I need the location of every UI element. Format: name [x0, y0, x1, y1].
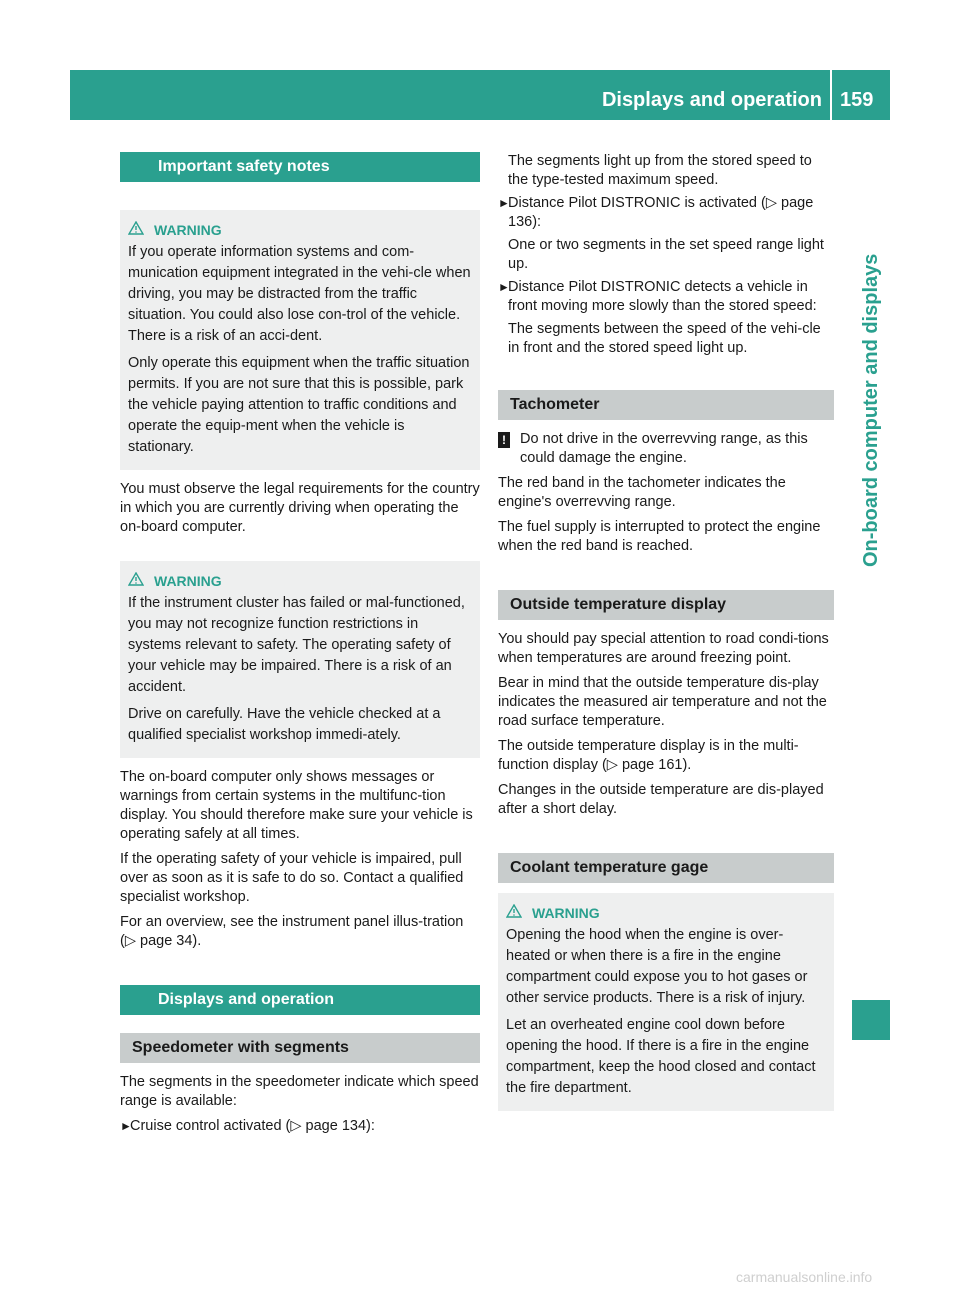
- warning-text: Drive on carefully. Have the vehicle checked at a qualified specialist workshop immedi-ately.: [128, 706, 441, 743]
- warning-label: WARNING: [532, 905, 600, 921]
- chapter-title: Displays and operation: [601, 89, 822, 111]
- bullet-arrow-icon: ►: [498, 196, 510, 210]
- warning-label: WARNING: [154, 573, 222, 589]
- warning-triangle-icon: [506, 901, 526, 925]
- side-tab-label: On-board computer and displays: [860, 253, 882, 567]
- paragraph: The segments in the speedometer indicate which speed range is available:: [120, 1074, 479, 1109]
- caution-exclamation-icon: !: [498, 432, 510, 448]
- warning-text: If the instrument cluster has failed or mal-functioned, you may not recognize function restrictions in systems relevant to safety. The operating safety of your vehicle may be impaired. There is a risk of an accident.: [128, 595, 465, 695]
- warning-text: If you operate information systems and com-munication equipment integrated in the vehi-cle when driving, you may be distracted from the traffic situation. You could also lose con-trol of the vehicle. There is a risk of an acci-dent.: [128, 244, 471, 344]
- paragraph: The red band in the tachometer indicates the engine's overrevving range.: [498, 475, 786, 510]
- paragraph: Bear in mind that the outside temperature dis-play indicates the measured air temperature and not the road surface temperature.: [498, 675, 827, 729]
- bullet-arrow-icon: ►: [498, 280, 510, 294]
- warning-text: Only operate this equipment when the traffic situation permits. If you are not sure that this is possible, park the vehicle paying attention to traffic conditions and operate the equip-ment when the vehicle is stationary.: [128, 355, 470, 455]
- warning-triangle-icon: [128, 218, 148, 242]
- warning-triangle-icon: [128, 569, 148, 593]
- paragraph: The on-board computer only shows messages or warnings from certain systems in the multifunc-tion display. You should therefore make sure your vehicle is operating safely at all times.: [120, 769, 473, 842]
- paragraph: If the operating safety of your vehicle is impaired, pull over as soon as it is safe to do so. Contact a qualified specialist workshop.: [120, 851, 464, 905]
- list-item-detail: One or two segments in the set speed range light up.: [508, 237, 824, 272]
- paragraph: Changes in the outside temperature are dis-played after a short delay.: [498, 782, 824, 817]
- bullet-arrow-icon: ►: [120, 1119, 132, 1133]
- subsection-heading-outside-temperature: Outside temperature display: [498, 590, 834, 620]
- warning-text: Opening the hood when the engine is over-heated or when there is a fire in the engine compartment could expose you to hot gases or other service products. There is a risk of injury.: [506, 927, 808, 1006]
- page-number: 159: [840, 89, 874, 111]
- paragraph: The fuel supply is interrupted to protect the engine when the red band is reached.: [498, 519, 821, 554]
- subsection-heading-tachometer: Tachometer: [498, 390, 834, 420]
- paragraph: For an overview, see the instrument panel illus-tration (▷ page 34).: [120, 914, 464, 949]
- list-item-detail: The segments light up from the stored speed to the type-tested maximum speed.: [508, 153, 812, 188]
- left-column: [120, 152, 480, 1140]
- paragraph: You should pay special attention to road condi-tions when temperatures are around freezing point.: [498, 631, 829, 666]
- section-heading-displays: Displays and operation: [120, 985, 480, 1015]
- warning-box-1: [120, 210, 480, 470]
- subsection-heading-coolant: Coolant temperature gage: [498, 853, 834, 883]
- right-column: [498, 152, 834, 1121]
- warning-label: WARNING: [154, 222, 222, 238]
- list-item: ► Distance Pilot DISTRONIC is activated (▷ page 136):: [498, 195, 814, 230]
- warning-header: [128, 569, 472, 593]
- list-item: ► Distance Pilot DISTRONIC detects a vehicle in front moving more slowly than the stored speed:: [498, 279, 817, 314]
- paragraph: The outside temperature display is in the multi-function display (▷ page 161).: [498, 738, 799, 773]
- watermark: carmanualsonline.info: [736, 1269, 873, 1285]
- subsection-heading-speedometer: Speedometer with segments: [120, 1033, 480, 1063]
- header-divider: [830, 70, 832, 120]
- caution-note: ! Do not drive in the overrevving range, as this could damage the engine.: [498, 430, 834, 468]
- paragraph: You must observe the legal requirements for the country in which you are currently driving when operating the on-board computer.: [120, 481, 480, 535]
- warning-header: [128, 218, 472, 242]
- warning-box-3: [498, 893, 834, 1111]
- list-item: ► Cruise control activated (▷ page 134):: [120, 1118, 375, 1134]
- list-item-detail: The segments between the speed of the vehi-cle in front and the stored speed light up.: [508, 321, 821, 356]
- side-tab-marker: [852, 1000, 890, 1040]
- warning-header: [506, 901, 826, 925]
- section-heading-safety: Important safety notes: [120, 152, 480, 182]
- warning-text: Let an overheated engine cool down before opening the hood. If there is a fire in the engine compartment, keep the hood closed and contact the fire department.: [506, 1017, 816, 1096]
- warning-box-2: [120, 561, 480, 758]
